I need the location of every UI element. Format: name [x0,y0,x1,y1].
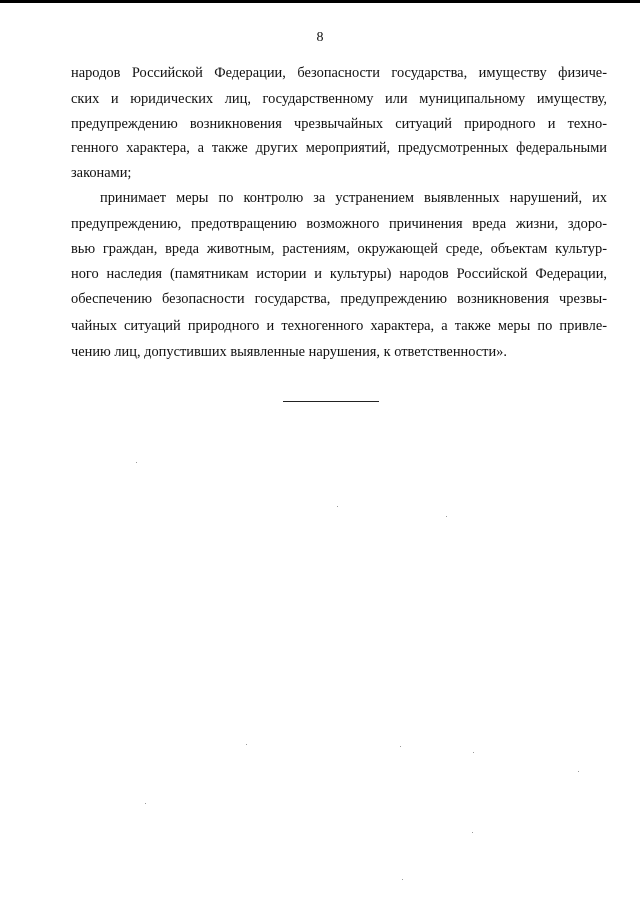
top-border-line [0,0,640,3]
text-line: ного наследия (памятникам истории и культуры) народов Российской Федерации, [71,266,607,282]
end-of-text-rule [283,401,379,402]
text-line: чению лиц, допустивших выявленные нарушения, к ответственности». [71,344,507,360]
scan-speck [400,746,401,747]
scan-speck [473,752,474,753]
scan-speck [472,832,473,833]
text-line: предупреждению, предотвращению возможного причинения вреда жизни, здоро- [71,216,607,232]
page-number: 8 [316,30,324,45]
text-line: чайных ситуаций природного и техногенного характера, а также меры по привле- [71,318,607,334]
scan-speck [136,462,137,463]
text-line: обеспечению безопасности государства, предупреждению возникновения чрезвы- [71,291,607,307]
scan-speck [578,771,579,772]
text-line: законами; [71,165,132,181]
scan-speck [246,744,247,745]
text-line: ских и юридических лиц, государственному или муниципальному имуществу, [71,91,607,107]
text-line: предупреждению возникновения чрезвычайных ситуаций природного и техно- [71,116,607,132]
scan-speck [402,879,403,880]
scan-speck [446,516,447,517]
text-line: генного характера, а также других мероприятий, предусмотренных федеральными [71,140,607,156]
text-line: вью граждан, вреда животным, растениям, окружающей среде, объектам культур- [71,241,607,257]
scan-speck [145,803,146,804]
text-line: народов Российской Федерации, безопасности государства, имуществу физиче- [71,65,607,81]
scan-speck [337,506,338,507]
text-line: принимает меры по контролю за устранением выявленных нарушений, их [100,190,607,206]
